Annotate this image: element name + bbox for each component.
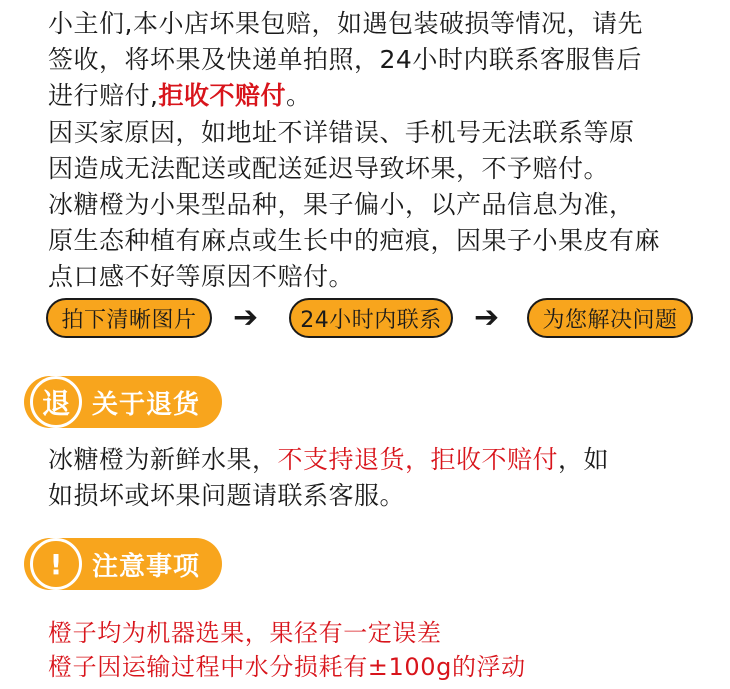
return-icon: 退 [30,376,82,428]
returns-text [48,442,609,514]
intro-line-2: 签收，将坏果及快递单拍照，24小时内联系客服售后 [48,45,642,75]
arrow-right-icon: ➔ [474,300,500,335]
step-solve-problem: 为您解决问题 [527,298,693,338]
intro-line-5: 因造成无法配送或配送延迟导致坏果，不予赔付。 [48,153,610,183]
returns-section-title: 关于退货 [92,389,201,420]
returns-section-badge [24,376,222,428]
notice-section-badge [24,538,222,590]
intro-line-4: 因买家原因，如地址不详错误、手机号无法联系等原 [48,117,635,147]
intro-line-7: 原生态种植有麻点或生长中的疤痕，因果子小果皮有麻 [48,226,661,256]
notice-line-1: 橙子均为机器选果，果径有一定误差 [48,619,442,647]
notice-line-2: 橙子因运输过程中水分损耗有±100g的浮动 [48,653,526,681]
intro-text [48,6,660,296]
notice-section-title: 注意事项 [92,551,201,582]
step-contact-24h: 24小时内联系 [289,298,453,338]
refuse-no-compensation-text: 拒收不赔付 [158,81,286,111]
exclamation-icon: ! [30,538,82,590]
returns-line-1: 冰糖橙为新鲜水果，不支持退货，拒收不赔付，如 [48,445,610,474]
step-take-photo: 拍下清晰图片 [46,298,212,338]
intro-line-1: 小主们,本小店坏果包赔，如遇包装破损等情况，请先 [48,9,643,38]
no-return-text: 不支持退货，拒收不赔付 [277,445,559,474]
intro-line-6: 冰糖橙为小果型品种，果子偏小，以产品信息为准， [48,190,635,220]
intro-line-3: 进行赔付,拒收不赔付。 [48,81,312,111]
returns-line-2: 如损坏或坏果问题请联系客服。 [48,481,406,511]
intro-line-8: 点口感不好等原因不赔付。 [48,262,355,292]
arrow-right-icon: ➔ [233,300,259,335]
